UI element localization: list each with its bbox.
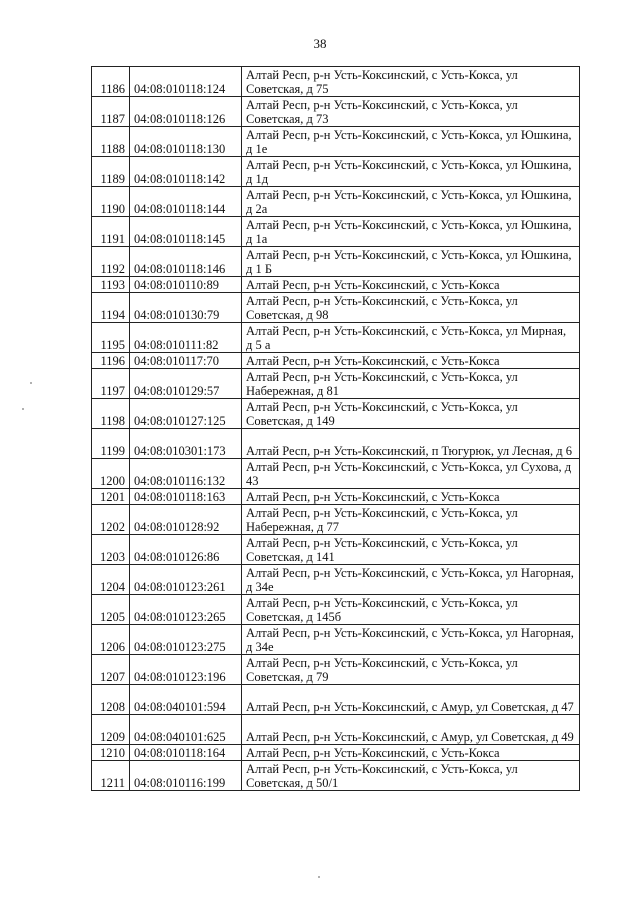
- table-row: [92, 625, 580, 655]
- cadastral-number: 04:08:010301:173: [130, 429, 242, 459]
- address: Алтай Респ, р-н Усть-Коксинский, с Усть-Кокса, ул Нагорная, д 34е: [242, 565, 580, 595]
- address: Алтай Респ, р-н Усть-Коксинский, с Усть-Кокса, ул Советская, д 50/1: [242, 761, 580, 791]
- cadastral-number: 04:08:010118:146: [130, 247, 242, 277]
- table-row: [92, 595, 580, 625]
- table-row: [92, 247, 580, 277]
- address: Алтай Респ, р-н Усть-Коксинский, с Усть-Кокса, ул Юшкина, д 2а: [242, 187, 580, 217]
- table-row: [92, 277, 580, 293]
- address: Алтай Респ, р-н Усть-Коксинский, с Усть-Кокса, ул Советская, д 149: [242, 399, 580, 429]
- cadastral-number: 04:08:010111:82: [130, 323, 242, 353]
- table-row: [92, 187, 580, 217]
- cadastral-number: 04:08:010118:145: [130, 217, 242, 247]
- row-number: 1206: [92, 625, 130, 655]
- address: Алтай Респ, р-н Усть-Коксинский, п Тюгурюк, ул Лесная, д 6: [242, 429, 580, 459]
- cadastral-number: 04:08:010127:125: [130, 399, 242, 429]
- row-number: 1211: [92, 761, 130, 791]
- cadastral-number: 04:08:010123:261: [130, 565, 242, 595]
- table-row: [92, 217, 580, 247]
- address: Алтай Респ, р-н Усть-Коксинский, с Усть-Кокса: [242, 277, 580, 293]
- cadastral-number: 04:08:010118:124: [130, 67, 242, 97]
- cadastral-number: 04:08:010126:86: [130, 535, 242, 565]
- row-number: 1209: [92, 715, 130, 745]
- table-row: [92, 353, 580, 369]
- cadastral-number: 04:08:010116:132: [130, 459, 242, 489]
- row-number: 1192: [92, 247, 130, 277]
- table-row: [92, 97, 580, 127]
- address: Алтай Респ, р-н Усть-Коксинский, с Усть-Кокса, ул Нагорная, д 34е: [242, 625, 580, 655]
- table-row: [92, 761, 580, 791]
- address: Алтай Респ, р-н Усть-Коксинский, с Амур, ул Советская, д 49: [242, 715, 580, 745]
- cadastral-number: 04:08:010118:163: [130, 489, 242, 505]
- scan-speck: [22, 408, 24, 410]
- address: Алтай Респ, р-н Усть-Коксинский, с Усть-Кокса, ул Советская, д 79: [242, 655, 580, 685]
- address: Алтай Респ, р-н Усть-Коксинский, с Усть-Кокса, ул Набережная, д 81: [242, 369, 580, 399]
- address: Алтай Респ, р-н Усть-Коксинский, с Усть-Кокса, ул Советская, д 145б: [242, 595, 580, 625]
- cadastral-number: 04:08:010128:92: [130, 505, 242, 535]
- row-number: 1195: [92, 323, 130, 353]
- address: Алтай Респ, р-н Усть-Коксинский, с Усть-Кокса, ул Юшкина, д 1е: [242, 127, 580, 157]
- table-row: [92, 369, 580, 399]
- cadastral-number: 04:08:010118:130: [130, 127, 242, 157]
- table-row: [92, 429, 580, 459]
- scan-speck: [30, 382, 32, 384]
- row-number: 1186: [92, 67, 130, 97]
- scan-speck: [318, 876, 320, 878]
- table-row: [92, 67, 580, 97]
- row-number: 1203: [92, 535, 130, 565]
- row-number: 1208: [92, 685, 130, 715]
- cadastral-number: 04:08:010118:164: [130, 745, 242, 761]
- address: Алтай Респ, р-н Усть-Коксинский, с Усть-Кокса, ул Советская, д 98: [242, 293, 580, 323]
- table-row: [92, 505, 580, 535]
- row-number: 1194: [92, 293, 130, 323]
- row-number: 1207: [92, 655, 130, 685]
- row-number: 1191: [92, 217, 130, 247]
- address: Алтай Респ, р-н Усть-Коксинский, с Усть-Кокса, ул Советская, д 141: [242, 535, 580, 565]
- row-number: 1200: [92, 459, 130, 489]
- address: Алтай Респ, р-н Усть-Коксинский, с Усть-Кокса: [242, 745, 580, 761]
- page-number: 38: [313, 36, 327, 51]
- address: Алтай Респ, р-н Усть-Коксинский, с Усть-Кокса, ул Набережная, д 77: [242, 505, 580, 535]
- row-number: 1204: [92, 565, 130, 595]
- row-number: 1190: [92, 187, 130, 217]
- address: Алтай Респ, р-н Усть-Коксинский, с Усть-Кокса, ул Сухова, д 43: [242, 459, 580, 489]
- cadastral-number: 04:08:010123:275: [130, 625, 242, 655]
- address: Алтай Респ, р-н Усть-Коксинский, с Усть-Кокса: [242, 489, 580, 505]
- table-row: [92, 459, 580, 489]
- table-row: [92, 157, 580, 187]
- row-number: 1199: [92, 429, 130, 459]
- row-number: 1202: [92, 505, 130, 535]
- cadastral-number: 04:08:010130:79: [130, 293, 242, 323]
- table-row: [92, 489, 580, 505]
- cadastral-number: 04:08:010117:70: [130, 353, 242, 369]
- table-row: [92, 293, 580, 323]
- table-row: [92, 535, 580, 565]
- row-number: 1210: [92, 745, 130, 761]
- table-row: [92, 685, 580, 715]
- cadastral-number: 04:08:010118:142: [130, 157, 242, 187]
- row-number: 1187: [92, 97, 130, 127]
- address: Алтай Респ, р-н Усть-Коксинский, с Усть-Кокса, ул Советская, д 75: [242, 67, 580, 97]
- address: Алтай Респ, р-н Усть-Коксинский, с Усть-Кокса, ул Юшкина, д 1а: [242, 217, 580, 247]
- row-number: 1205: [92, 595, 130, 625]
- cadastral-number: 04:08:010123:265: [130, 595, 242, 625]
- row-number: 1193: [92, 277, 130, 293]
- table-row: [92, 715, 580, 745]
- table-row: [92, 655, 580, 685]
- address: Алтай Респ, р-н Усть-Коксинский, с Усть-Кокса, ул Советская, д 73: [242, 97, 580, 127]
- address: Алтай Респ, р-н Усть-Коксинский, с Усть-Кокса, ул Мирная, д 5 а: [242, 323, 580, 353]
- row-number: 1196: [92, 353, 130, 369]
- cadastral-number: 04:08:010110:89: [130, 277, 242, 293]
- address: Алтай Респ, р-н Усть-Коксинский, с Амур, ул Советская, д 47: [242, 685, 580, 715]
- cadastral-number: 04:08:010118:144: [130, 187, 242, 217]
- registry-table: [91, 66, 580, 791]
- cadastral-number: 04:08:010123:196: [130, 655, 242, 685]
- table-row: [92, 745, 580, 761]
- address: Алтай Респ, р-н Усть-Коксинский, с Усть-Кокса, ул Юшкина, д 1 Б: [242, 247, 580, 277]
- cadastral-number: 04:08:010116:199: [130, 761, 242, 791]
- cadastral-number: 04:08:010129:57: [130, 369, 242, 399]
- address: Алтай Респ, р-н Усть-Коксинский, с Усть-Кокса: [242, 353, 580, 369]
- table-row: [92, 565, 580, 595]
- cadastral-number: 04:08:010118:126: [130, 97, 242, 127]
- table-row: [92, 323, 580, 353]
- row-number: 1189: [92, 157, 130, 187]
- table-row: [92, 399, 580, 429]
- cadastral-number: 04:08:040101:625: [130, 715, 242, 745]
- row-number: 1198: [92, 399, 130, 429]
- row-number: 1197: [92, 369, 130, 399]
- registry-body: [92, 67, 580, 791]
- row-number: 1201: [92, 489, 130, 505]
- address: Алтай Респ, р-н Усть-Коксинский, с Усть-Кокса, ул Юшкина, д 1д: [242, 157, 580, 187]
- table-row: [92, 127, 580, 157]
- cadastral-number: 04:08:040101:594: [130, 685, 242, 715]
- row-number: 1188: [92, 127, 130, 157]
